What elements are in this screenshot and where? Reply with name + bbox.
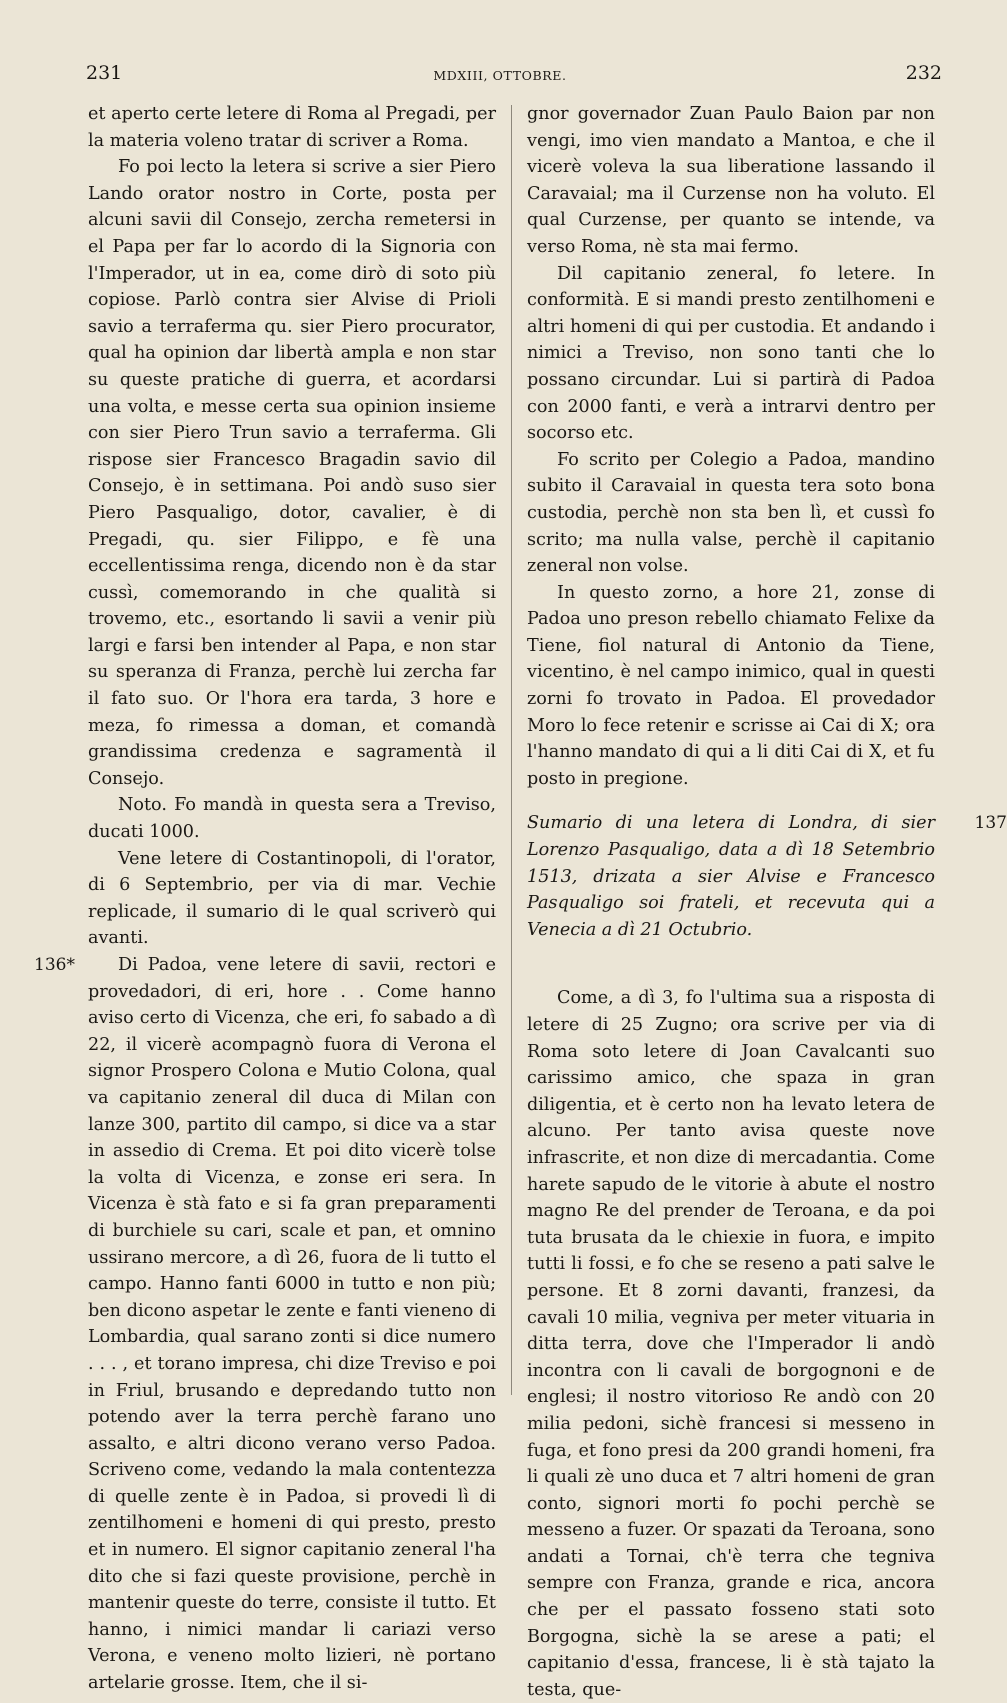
paragraph: gnor governador Zuan Paulo Baion par non vengi, imo vien mandato a Mantoa, e che il vicerè voleva la sua liberatione lassando il Caravaial; ma il Curzense non ha voluto. El qual Curzense, per quanto se intende, va verso Roma, nè sta mai fermo. [527, 104, 935, 257]
margin-number: 136* [34, 955, 75, 975]
column-divider [511, 105, 512, 1395]
spacer [527, 943, 935, 985]
running-title: MDXIII, OTTOBRE. [433, 68, 567, 83]
paragraph: et aperto certe letere di Roma al Pregadi, per la materia voleno tratar di scriver a Roma. [88, 104, 496, 151]
margin-number: 137 [974, 813, 1007, 834]
right-column [527, 101, 1007, 1703]
paragraph: Come, a dì 3, fo l'ultima sua a risposta di letere di 25 Zugno; ora scrive per via di Roma soto letere di Joan Cavalcanti suo carissimo amico, che spaza in gran diligentia, et è certo non ha levato letera de alcuno. Per tanto avisa queste nove infrascrite, et non dize di mercadantia. Come harete sapudo de le vitorie à abute el nostro magno Re del prender de Teroana, e da poi tuta brusata da le chiexie in fuora, e impito tutti li fossi, e fo che se reseno a pati salve le persone. Et 8 zorni davanti, franzesi, da cavali 10 milia, vegniva per meter vituaria in ditta terra, dove che l'Imperador li andò incontra con li cavali de borgognoni e de englesi; il nostro vitorioso Re andò con 20 milia pedoni, sichè francesi si messeno in fuga, et fono presi da 200 grandi homeni, fra li quali zè uno duca et 7 altri homeni de gran conto, signori morti fo pochi perchè se messeno a fuzer. Or spazati da Teroana, sono andati a Tornai, ch'è terra che tegniva sempre con Franza, grande e rica, ancora che per el passato fosseno stati soto Borgogna, sichè la se arese a pati; el capitanio d'essa, francese, li è stà tajato la testa, que- [527, 988, 935, 1700]
padoa-section [34, 952, 496, 1697]
paragraph: Fo poi lecto la letera si scrive a sier Piero Lando orator nostro in Corte, posta per alcuni savii dil Consejo, zercha remetersi in el Papa per far lo acordo di la Signoria con l'Imperador, ut in ea, come dirò di soto più copiose. Parlò contra sier Alvise di Prioli savio a terraferma qu. sier Piero procurator, qual ha opinion dar libertà ampla e non star su queste pratiche di guerra, et acordarsi una volta, e messe certa sua opinion insieme con sier Piero Trun savio a terraferma. Gli rispose sier Francesco Bragadin savio dil Consejo, è in settimana. Poi andò suso sier Piero Pasqualigo, dotor, cavalier, è di Pregadi, qu. sier Filippo, e fè una eccellentissima renga, dicendo non è da star cussì, comemorando in che qualità si trovemo, etc., esortando li savii a venir più largi e farsi ben intender al Papa, e non star su speranza di Franza, perchè lui zercha far il fato suo. Or l'hora era tarda, 3 hore e meza, fo rimessa a doman, et comandà grandissima credenza e sagramentà il Consejo. [88, 157, 496, 789]
paragraph: Di Padoa, vene letere di savii, rectori e provedadori, di eri, hore . . Come hanno aviso certo di Vicenza, che eri, fo sabado a dì 22, il vicerè acompagnò fuora di Verona el signor Prospero Colona e Mutio Colona, qual va capitanio zeneral dil duca di Milan con lanze 300, partito dil campo, si dice va a star in assedio di Crema. Et poi dito vicerè tolse la volta di Vicenza, e zonse eri sera. In Vicenza è stà fato e si fa gran preparamenti di burchiele su cari, scale et pan, et omnino ussirano mercore, a dì 26, fuora de li tutto el campo. Hanno fanti 6000 in tutto e non più; ben dicono aspetar le zente e fanti vieneno di Lombardia, qual sarano zonti si dice numero . . . , et torano impresa, chi dize Treviso e poi in Friul, brusando e depredando tutto non potendo aver la terra perchè farano uno assalto, e altri dicono verano verso Padoa. Scriveno come, vedando la mala contentezza di quelle zente è in Padoa, si provedi lì di zentilhomeni e homeni di qui presto, presto et in numero. El signor capitanio zeneral l'ha dito che si fazi queste provisione, perchè in mantenir queste do terre, consiste il tutto. Et hanno, i nimici mandar li cariazi verso Verona, e veneno molto lizieri, nè portano artelarie grosse. Item, che il si- [88, 955, 496, 1694]
page-header [0, 62, 1000, 92]
left-page-number: 231 [86, 62, 123, 84]
right-page-number: 232 [905, 62, 942, 84]
paragraph: Fo scrito per Colegio a Padoa, mandino subito il Caravaial in questa tera soto bona custodia, perchè non sta ben lì, et cussì fo scrito; ma nulla valse, perchè il capitanio zeneral non volse. [527, 449, 935, 577]
left-column [34, 101, 496, 1697]
spacer [527, 792, 935, 810]
summary-heading: Sumario di una letera di Londra, di sier Lorenzo Pasqualigo, data a dì 18 Setembrio 1513, drizata a sier Alvise e Francesco Pasqualigo soi frateli, et recevuta qui a Venecia a dì 21 Octubrio. [527, 813, 935, 940]
paragraph: Vene letere di Costantinopoli, di l'orator, di 6 Septembrio, per via di mar. Vechie replicade, il sumario di le qual scriverò qui avanti. [88, 848, 496, 949]
paragraph: In questo zorno, a hore 21, zonse di Padoa uno preson rebello chiamato Felixe da Tiene, fiol natural di Antonio da Tiene, vicentino, è nel campo inimico, qual in questi zorni fo trovato in Padoa. El provedador Moro lo fece retenir e scrisse ai Cai di X; ora l'hanno mandato di qui a li diti Cai di X, et fu posto in pregione. [527, 582, 935, 789]
paragraph: Dil capitanio zeneral, fo letere. In conformità. E si mandi presto zentilhomeni e altri homeni di qui per custodia. Et andando i nimici a Treviso, non sono tanti che lo possano circundar. Lui si partirà di Padoa con 2000 fanti, e verà a intrarvi dentro per socorso etc. [527, 263, 935, 444]
paragraph: Noto. Fo mandà in questa sera a Treviso, ducati 1000. [88, 795, 496, 843]
summary-section [527, 810, 1007, 943]
